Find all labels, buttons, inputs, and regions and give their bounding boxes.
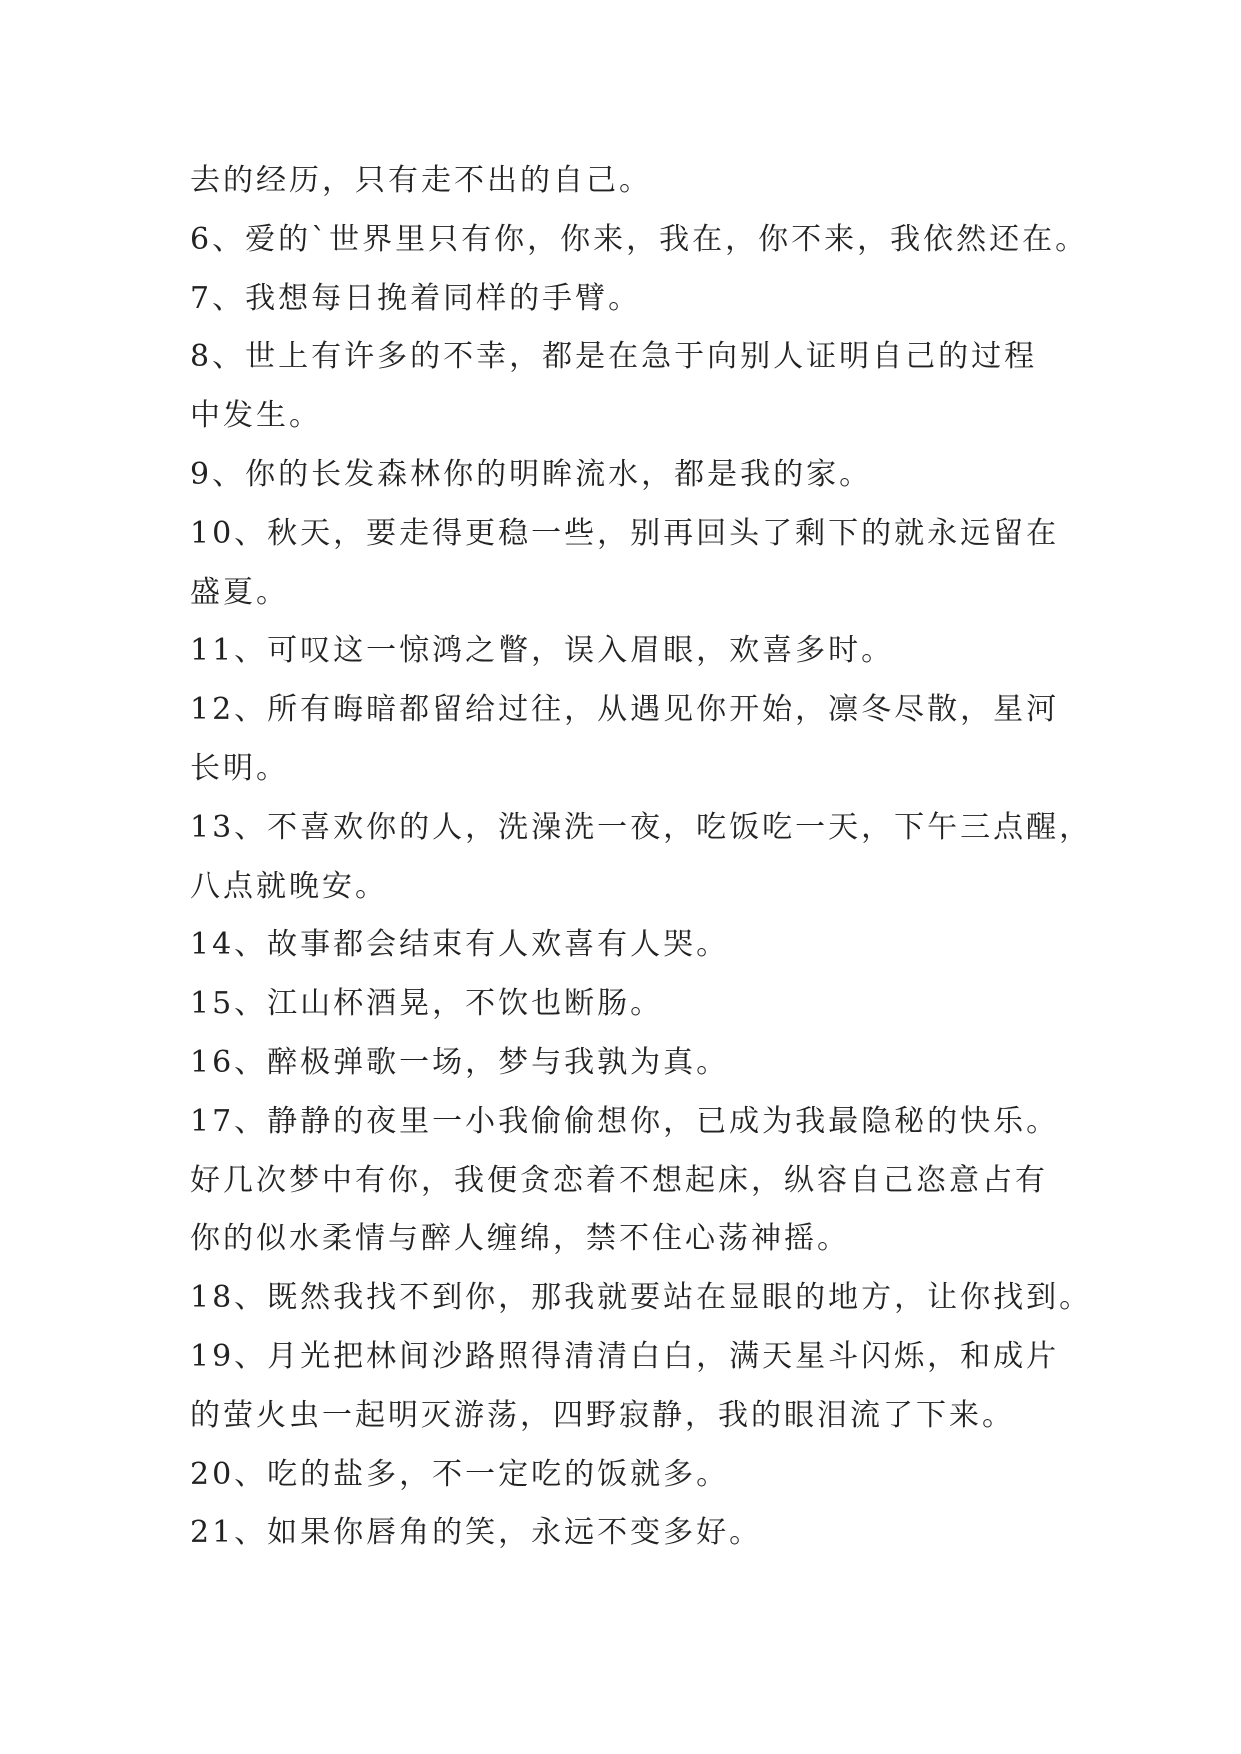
- text-line: 20、吃的盐多，不一定吃的饭就多。: [190, 1456, 730, 1492]
- text-line: 13、不喜欢你的人，洗澡洗一夜，吃饭吃一天，下午三点醒，: [190, 809, 1093, 845]
- text-line: 14、故事都会结束有人欢喜有人哭。: [190, 927, 730, 963]
- text-line: 中发生。: [190, 398, 322, 434]
- text-line: 17、静静的夜里一小我偷偷想你，已成为我最隐秘的快乐。: [190, 1103, 1060, 1139]
- text-line: 去的经历，只有走不出的自己。: [190, 163, 652, 198]
- text-line: 10、秋天，要走得更稳一些，别再回头了剩下的就永远留在: [190, 515, 1060, 551]
- text-line: 11、可叹这一惊鸿之瞥，误入眉眼，欢喜多时。: [190, 633, 895, 669]
- text-line: 长明。: [190, 750, 289, 786]
- text-line: 你的似水柔情与醉人缠绵，禁不住心荡神摇。: [190, 1221, 850, 1257]
- text-line: 21、如果你唇角的笑，永远不变多好。: [190, 1515, 763, 1551]
- text-line: 的萤火虫一起明灭游荡，四野寂静，我的眼泪流了下来。: [190, 1397, 1015, 1433]
- text-line: 19、月光把林间沙路照得清清白白，满天星斗闪烁，和成片: [190, 1338, 1060, 1374]
- text-line: 盛夏。: [190, 574, 289, 610]
- text-line: 12、所有晦暗都留给过往，从遇见你开始，凛冬尽散，星河: [190, 692, 1060, 728]
- text-line: 15、江山杯酒晃，不饮也断肠。: [190, 986, 664, 1022]
- text-line: 八点就晚安。: [190, 868, 388, 904]
- text-line: 9、你的长发森林你的明眸流水，都是我的家。: [190, 456, 873, 492]
- text-line: 好几次梦中有你，我便贪恋着不想起床，纵容自己恣意占有: [190, 1162, 1048, 1198]
- text-line: 6、爱的`世界里只有你，你来，我在，你不来，我依然还在。: [190, 221, 1089, 257]
- text-line: 16、醉极弹歌一场，梦与我孰为真。: [190, 1044, 730, 1080]
- document-body: [190, 152, 1093, 1563]
- text-line: 8、世上有许多的不幸，都是在急于向别人证明自己的过程: [190, 339, 1038, 375]
- text-line: 18、既然我找不到你，那我就要站在显眼的地方，让你找到。: [190, 1280, 1093, 1316]
- text-line: 7、我想每日挽着同样的手臂。: [190, 280, 642, 316]
